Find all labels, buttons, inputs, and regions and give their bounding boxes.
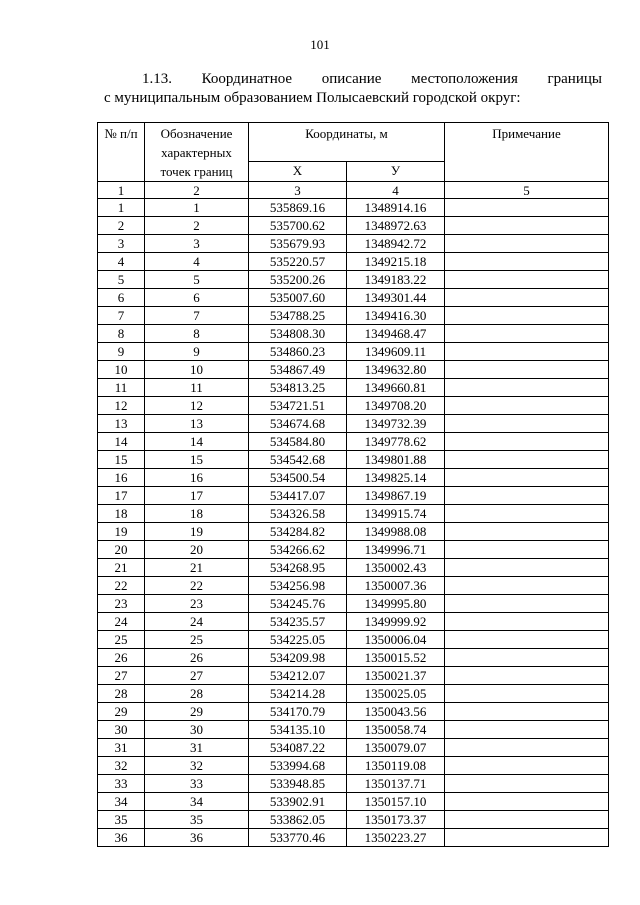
cell-num: 28 — [98, 685, 145, 703]
table-row — [98, 829, 609, 847]
column-number-row — [98, 182, 609, 199]
cell-num: 13 — [98, 415, 145, 433]
cell-note — [445, 559, 609, 577]
coordinates-table — [97, 122, 609, 847]
cell-designation: 28 — [145, 685, 249, 703]
cell-note — [445, 343, 609, 361]
cell-y: 1350173.37 — [347, 811, 445, 829]
cell-note — [445, 703, 609, 721]
cell-note — [445, 307, 609, 325]
cell-y: 1349708.20 — [347, 397, 445, 415]
cell-designation: 36 — [145, 829, 249, 847]
cell-num: 35 — [98, 811, 145, 829]
heading-part: описание — [321, 71, 382, 87]
cell-note — [445, 613, 609, 631]
cell-y: 1348972.63 — [347, 217, 445, 235]
cell-x: 534584.80 — [249, 433, 347, 451]
cell-num: 19 — [98, 523, 145, 541]
heading-part: границы — [547, 71, 602, 87]
cell-y: 1349915.74 — [347, 505, 445, 523]
column-number: 5 — [445, 182, 609, 199]
cell-note — [445, 487, 609, 505]
table-row — [98, 541, 609, 559]
cell-designation: 33 — [145, 775, 249, 793]
cell-num: 2 — [98, 217, 145, 235]
cell-designation: 12 — [145, 397, 249, 415]
cell-x: 534266.62 — [249, 541, 347, 559]
cell-x: 533902.91 — [249, 793, 347, 811]
table-row — [98, 811, 609, 829]
cell-x: 534135.10 — [249, 721, 347, 739]
cell-designation: 22 — [145, 577, 249, 595]
heading-line-1 — [104, 70, 602, 89]
table-row — [98, 631, 609, 649]
cell-note — [445, 289, 609, 307]
cell-y: 1349867.19 — [347, 487, 445, 505]
cell-note — [445, 217, 609, 235]
cell-note — [445, 595, 609, 613]
cell-x: 535220.57 — [249, 253, 347, 271]
cell-num: 6 — [98, 289, 145, 307]
table-row — [98, 397, 609, 415]
cell-note — [445, 541, 609, 559]
cell-designation: 17 — [145, 487, 249, 505]
cell-x: 535007.60 — [249, 289, 347, 307]
table-row — [98, 721, 609, 739]
header-x: Х — [249, 161, 347, 181]
cell-x: 534867.49 — [249, 361, 347, 379]
cell-x: 534326.58 — [249, 505, 347, 523]
table-row — [98, 325, 609, 343]
cell-num: 18 — [98, 505, 145, 523]
header-designation: Обозначение характерных точек границ — [145, 123, 249, 182]
cell-note — [445, 721, 609, 739]
cell-x: 533994.68 — [249, 757, 347, 775]
table-row — [98, 685, 609, 703]
cell-x: 535700.62 — [249, 217, 347, 235]
table-row — [98, 217, 609, 235]
cell-x: 534268.95 — [249, 559, 347, 577]
cell-designation: 18 — [145, 505, 249, 523]
cell-designation: 35 — [145, 811, 249, 829]
cell-designation: 1 — [145, 199, 249, 217]
cell-designation: 29 — [145, 703, 249, 721]
table-body — [98, 199, 609, 847]
cell-designation: 11 — [145, 379, 249, 397]
cell-x: 535679.93 — [249, 235, 347, 253]
cell-x: 534542.68 — [249, 451, 347, 469]
heading-part: Координатное — [201, 71, 293, 87]
cell-x: 534212.07 — [249, 667, 347, 685]
table-row — [98, 199, 609, 217]
cell-designation: 7 — [145, 307, 249, 325]
table-row — [98, 415, 609, 433]
cell-num: 21 — [98, 559, 145, 577]
cell-num: 15 — [98, 451, 145, 469]
table-row — [98, 523, 609, 541]
cell-num: 25 — [98, 631, 145, 649]
cell-y: 1350021.37 — [347, 667, 445, 685]
cell-note — [445, 469, 609, 487]
cell-note — [445, 325, 609, 343]
table-row — [98, 433, 609, 451]
cell-designation: 24 — [145, 613, 249, 631]
heading-part: 1.13. — [142, 71, 172, 87]
cell-designation: 20 — [145, 541, 249, 559]
cell-num: 33 — [98, 775, 145, 793]
table-row — [98, 577, 609, 595]
cell-x: 535869.16 — [249, 199, 347, 217]
cell-designation: 4 — [145, 253, 249, 271]
table-row — [98, 775, 609, 793]
table-row — [98, 361, 609, 379]
cell-designation: 31 — [145, 739, 249, 757]
section-heading — [104, 70, 602, 108]
cell-y: 1350079.07 — [347, 739, 445, 757]
cell-y: 1349468.47 — [347, 325, 445, 343]
column-number: 4 — [347, 182, 445, 199]
table-row — [98, 757, 609, 775]
cell-num: 32 — [98, 757, 145, 775]
header-coordinates: Координаты, м — [249, 123, 445, 162]
table-row — [98, 613, 609, 631]
cell-num: 4 — [98, 253, 145, 271]
page-number: 101 — [310, 37, 330, 52]
cell-x: 534721.51 — [249, 397, 347, 415]
cell-num: 22 — [98, 577, 145, 595]
cell-designation: 16 — [145, 469, 249, 487]
cell-note — [445, 451, 609, 469]
cell-num: 9 — [98, 343, 145, 361]
cell-designation: 21 — [145, 559, 249, 577]
cell-x: 534245.76 — [249, 595, 347, 613]
cell-note — [445, 757, 609, 775]
header-y: У — [347, 161, 445, 181]
cell-num: 16 — [98, 469, 145, 487]
cell-x: 534808.30 — [249, 325, 347, 343]
cell-x: 534225.05 — [249, 631, 347, 649]
cell-designation: 19 — [145, 523, 249, 541]
heading-part: местоположения — [411, 71, 518, 87]
cell-x: 534170.79 — [249, 703, 347, 721]
cell-num: 17 — [98, 487, 145, 505]
cell-x: 534214.28 — [249, 685, 347, 703]
cell-y: 1349732.39 — [347, 415, 445, 433]
cell-designation: 27 — [145, 667, 249, 685]
cell-designation: 23 — [145, 595, 249, 613]
cell-note — [445, 253, 609, 271]
cell-x: 534788.25 — [249, 307, 347, 325]
cell-y: 1349996.71 — [347, 541, 445, 559]
cell-note — [445, 739, 609, 757]
cell-designation: 5 — [145, 271, 249, 289]
cell-num: 26 — [98, 649, 145, 667]
cell-num: 20 — [98, 541, 145, 559]
column-number: 2 — [145, 182, 249, 199]
cell-num: 1 — [98, 199, 145, 217]
cell-num: 31 — [98, 739, 145, 757]
table-row — [98, 271, 609, 289]
cell-y: 1349632.80 — [347, 361, 445, 379]
cell-num: 14 — [98, 433, 145, 451]
cell-note — [445, 433, 609, 451]
cell-y: 1349609.11 — [347, 343, 445, 361]
cell-note — [445, 235, 609, 253]
cell-num: 10 — [98, 361, 145, 379]
cell-num: 12 — [98, 397, 145, 415]
table-row — [98, 379, 609, 397]
table-row — [98, 595, 609, 613]
cell-note — [445, 361, 609, 379]
cell-y: 1349988.08 — [347, 523, 445, 541]
cell-note — [445, 649, 609, 667]
cell-x: 534284.82 — [249, 523, 347, 541]
cell-note — [445, 379, 609, 397]
cell-note — [445, 829, 609, 847]
cell-num: 7 — [98, 307, 145, 325]
cell-x: 534235.57 — [249, 613, 347, 631]
table-row — [98, 793, 609, 811]
cell-num: 30 — [98, 721, 145, 739]
cell-y: 1350119.08 — [347, 757, 445, 775]
cell-note — [445, 523, 609, 541]
cell-y: 1348942.72 — [347, 235, 445, 253]
cell-note — [445, 199, 609, 217]
cell-x: 534256.98 — [249, 577, 347, 595]
cell-designation: 26 — [145, 649, 249, 667]
cell-note — [445, 415, 609, 433]
cell-note — [445, 577, 609, 595]
cell-x: 535200.26 — [249, 271, 347, 289]
cell-note — [445, 667, 609, 685]
header-note: Примечание — [445, 123, 609, 182]
table-row — [98, 235, 609, 253]
cell-y: 1350025.05 — [347, 685, 445, 703]
cell-designation: 3 — [145, 235, 249, 253]
cell-x: 533862.05 — [249, 811, 347, 829]
cell-x: 534860.23 — [249, 343, 347, 361]
cell-y: 1349995.80 — [347, 595, 445, 613]
cell-y: 1350002.43 — [347, 559, 445, 577]
table-row — [98, 343, 609, 361]
table-row — [98, 469, 609, 487]
cell-note — [445, 793, 609, 811]
cell-x: 534417.07 — [249, 487, 347, 505]
cell-num: 24 — [98, 613, 145, 631]
cell-x: 534674.68 — [249, 415, 347, 433]
heading-line-2: с муниципальным образованием Полысаевский городской округ: — [104, 90, 521, 106]
cell-designation: 32 — [145, 757, 249, 775]
cell-y: 1350006.04 — [347, 631, 445, 649]
cell-designation: 15 — [145, 451, 249, 469]
cell-y: 1350137.71 — [347, 775, 445, 793]
table-row — [98, 505, 609, 523]
cell-y: 1349183.22 — [347, 271, 445, 289]
cell-y: 1349660.81 — [347, 379, 445, 397]
cell-y: 1350157.10 — [347, 793, 445, 811]
cell-y: 1350007.36 — [347, 577, 445, 595]
cell-num: 3 — [98, 235, 145, 253]
table-row — [98, 649, 609, 667]
table-row — [98, 289, 609, 307]
table-row — [98, 451, 609, 469]
cell-num: 11 — [98, 379, 145, 397]
cell-designation: 6 — [145, 289, 249, 307]
cell-y: 1349301.44 — [347, 289, 445, 307]
column-number: 3 — [249, 182, 347, 199]
cell-designation: 2 — [145, 217, 249, 235]
cell-designation: 30 — [145, 721, 249, 739]
cell-x: 533770.46 — [249, 829, 347, 847]
table-row — [98, 667, 609, 685]
cell-note — [445, 775, 609, 793]
cell-x: 534500.54 — [249, 469, 347, 487]
cell-y: 1350223.27 — [347, 829, 445, 847]
cell-designation: 34 — [145, 793, 249, 811]
cell-y: 1350058.74 — [347, 721, 445, 739]
header-num: № п/п — [98, 123, 145, 182]
cell-y: 1349999.92 — [347, 613, 445, 631]
cell-y: 1349801.88 — [347, 451, 445, 469]
cell-note — [445, 271, 609, 289]
cell-x: 534813.25 — [249, 379, 347, 397]
cell-y: 1349416.30 — [347, 307, 445, 325]
cell-designation: 14 — [145, 433, 249, 451]
cell-y: 1350043.56 — [347, 703, 445, 721]
cell-num: 8 — [98, 325, 145, 343]
table-row — [98, 559, 609, 577]
cell-note — [445, 505, 609, 523]
table-row — [98, 487, 609, 505]
cell-num: 34 — [98, 793, 145, 811]
cell-num: 23 — [98, 595, 145, 613]
cell-y: 1349215.18 — [347, 253, 445, 271]
cell-note — [445, 397, 609, 415]
cell-x: 533948.85 — [249, 775, 347, 793]
cell-designation: 8 — [145, 325, 249, 343]
cell-designation: 10 — [145, 361, 249, 379]
cell-num: 29 — [98, 703, 145, 721]
table-row — [98, 739, 609, 757]
cell-x: 534087.22 — [249, 739, 347, 757]
cell-designation: 25 — [145, 631, 249, 649]
cell-designation: 9 — [145, 343, 249, 361]
cell-num: 36 — [98, 829, 145, 847]
cell-y: 1349778.62 — [347, 433, 445, 451]
cell-num: 27 — [98, 667, 145, 685]
table-row — [98, 307, 609, 325]
table-row — [98, 703, 609, 721]
cell-y: 1350015.52 — [347, 649, 445, 667]
cell-note — [445, 811, 609, 829]
cell-x: 534209.98 — [249, 649, 347, 667]
cell-y: 1348914.16 — [347, 199, 445, 217]
table-row — [98, 253, 609, 271]
cell-note — [445, 685, 609, 703]
cell-note — [445, 631, 609, 649]
cell-num: 5 — [98, 271, 145, 289]
cell-y: 1349825.14 — [347, 469, 445, 487]
cell-designation: 13 — [145, 415, 249, 433]
column-number: 1 — [98, 182, 145, 199]
